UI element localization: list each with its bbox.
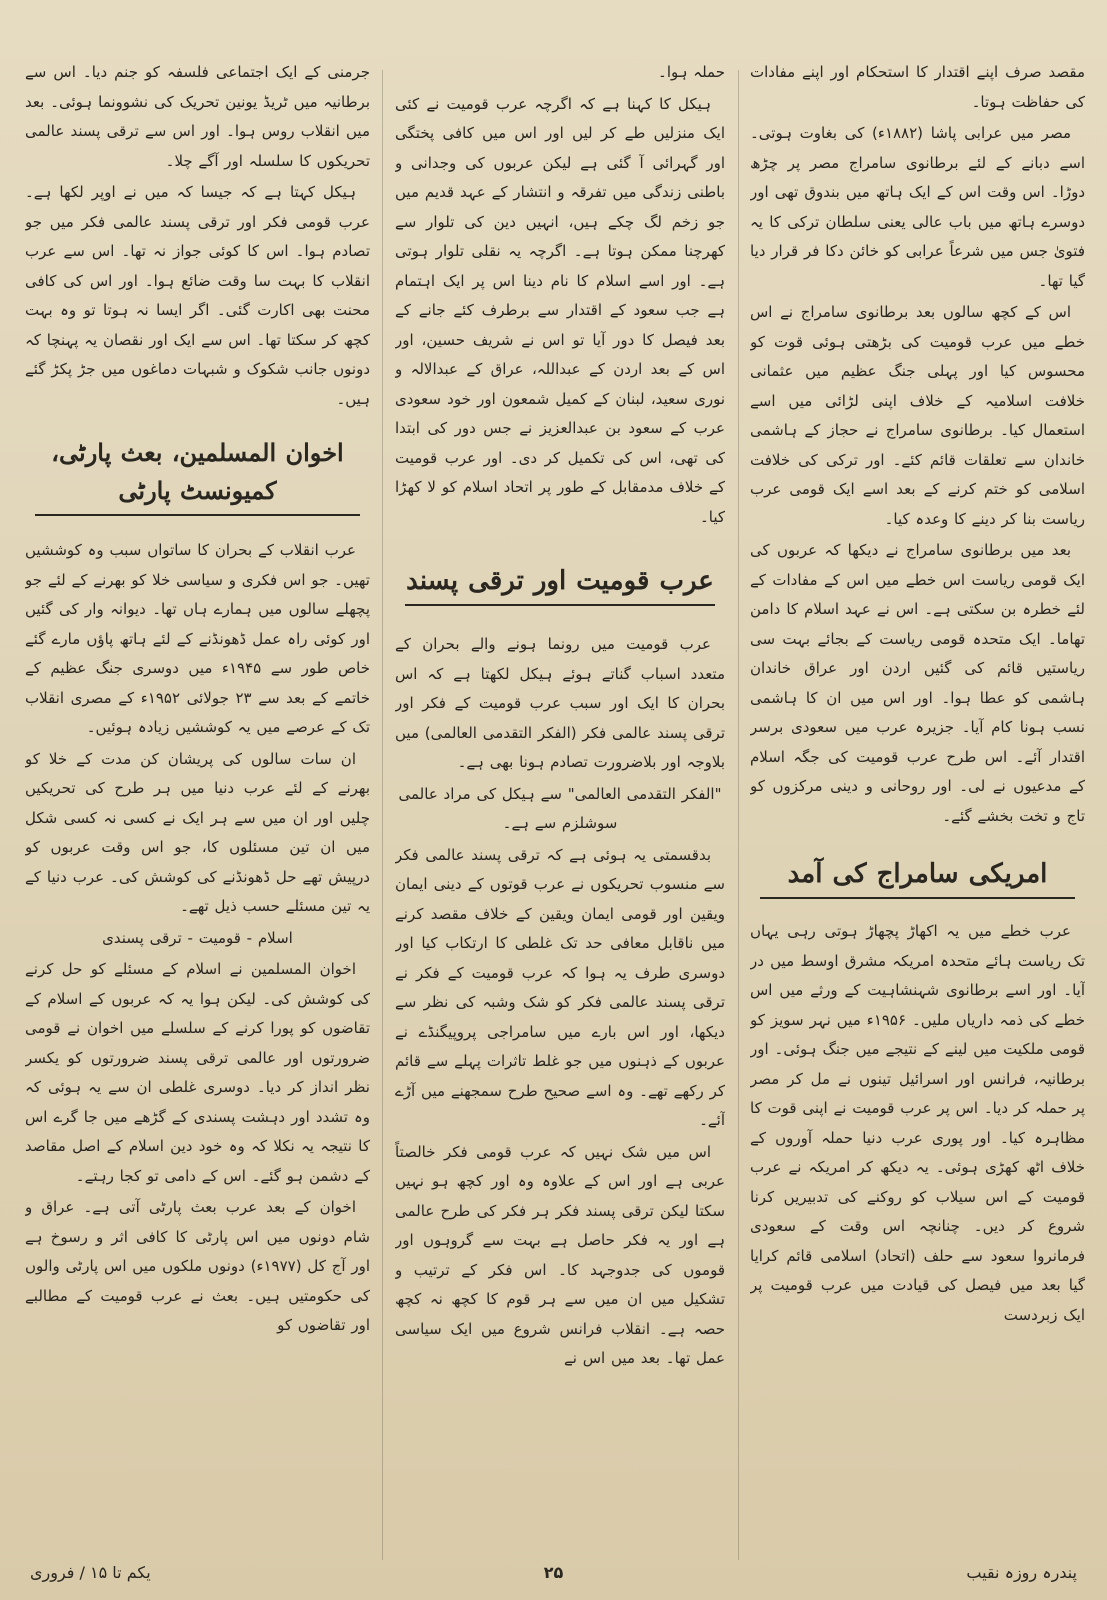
column-middle	[395, 58, 725, 1568]
paragraph: جرمنی کے ایک اجتماعی فلسفہ کو جنم دیا۔ اس سے برطانیہ میں ٹریڈ یونین تحریک کی نشوونما ہوئی۔ بعد میں انقلاب روس ہوا۔ اور اس سے ترقی پسند عالمی تحریکوں کا سلسلہ اور آگے چلا۔	[25, 63, 370, 170]
paragraph: عرب قومیت میں رونما ہونے والے بحران کے متعدد اسباب گناتے ہوئے ہیکل لکھتا ہے کہ اس بحران کا ایک اور سبب عرب قومیت کے فکر اور ترقی پسند عالمی فکر (الفکر التقدمی العالمی) میں بلاوجہ اور بلاضرورت تصادم ہونا بھی ہے۔	[395, 635, 725, 771]
page-number: ۲۵	[543, 1563, 564, 1582]
paragraph: اس میں شک نہیں کہ عرب قومی فکر خالصتاً عربی ہے اور اس کے علاوہ وہ اور کچھ ہو نہیں سکتا لیکن ترقی پسند فکر ہر فکر کی طرح عالمی ہے اور یہ فکر حاصل ہے بہت سے گروہوں اور قوموں کی جدوجہد کا۔ اس فکر کے ترتیب و تشکیل میں ان میں سے ہر قوم کا کچھ نہ کچھ حصہ ہے۔ انقلاب فرانس شروع میں ایک سیاسی عمل تھا۔ بعد میں اس نے	[395, 1142, 725, 1367]
three-issues-line: اسلام - قومیت - ترقی پسندی	[102, 928, 293, 947]
paragraph: اخوان المسلمین نے اسلام کے مسئلے کو حل کرنے کی کوشش کی۔ لیکن ہوا یہ کہ عربوں کے اسلام کے تقاضوں کو پورا کرنے کے سلسلے میں اخوان نے قومی ضرورتوں اور عالمی ترقی پسند ضرورتوں کو یکسر نظر انداز کر دیا۔ دوسری غلطی ان سے یہ ہوئی کہ وہ تشدد اور دہشت پسندی کے گڑھے میں جا گرے اس کا نتیجہ یہ نکلا کہ وہ خود دین اسلام کے اصل مقاصد کے دشمن ہو گئے۔ اس کے دامی تو کجا رہتے۔	[25, 960, 370, 1185]
section-heading-arab-nationalism-progressives: عرب قومیت اور ترقی پسند	[405, 562, 715, 606]
paragraph: بعد میں برطانوی سامراج نے دیکھا کہ عربوں کی ایک قومی ریاست اس خطے میں اس کے مفادات کے لئے خطرہ بن سکتی ہے۔ اس نے عہد اسلام کا دامن تھاما۔ ایک متحدہ قومی ریاست کے بجائے بہت سی ریاستیں قائم کی گئیں اردن اور عراق خاندان ہاشمی کو عطا ہوا۔ اور اس میں ان کا ہاشمی نسب ہونا کام آیا۔ جزیرہ عرب میں سعودی برسر اقتدار آئے۔ اس طرح عرب قومیت کی جگہ اسلام کے مدعیوں نے لی۔ اور روحانی و دینی مرکزوں کو تاج و تخت بخشے گئے۔	[750, 541, 1085, 825]
paragraph: اخوان کے بعد عرب بعث پارٹی آتی ہے۔ عراق و شام دونوں میں اس پارٹی کا کافی اثر و رسوخ ہے اور آج کل (۱۹۷۷ء) دونوں ملکوں میں اس پارٹی والوں کی حکومتیں ہیں۔ بعث نے عرب قومیت کے مطالبے اور تقاضوں کو	[25, 1198, 370, 1334]
paragraph: بدقسمتی یہ ہوئی ہے کہ ترقی پسند عالمی فکر سے منسوب تحریکوں نے عرب قوتوں کے دینی ایمان ویقین اور قومی ایمان ویقین کے خلاف مقصد کرنے میں ناقابل معافی حد تک غلطی کا ارتکاب کیا اور دوسری طرف یہ ہوا کہ عرب قومیت کے فکر نے ترقی پسند عالمی فکر کو شک وشبہ کی نظر سے دیکھا، اور اس بارے میں سامراجی پروپیگنڈے نے عربوں کے ذہنوں میں جو غلط تاثرات پہلے سے قائم کر رکھے تھے۔ وہ اسے صحیح طرح سمجھنے میں آڑے آئے۔	[395, 845, 725, 1129]
paragraph: ان سات سالوں کی پریشان کن مدت کے خلا کو بھرنے کے لئے عرب دنیا میں ہر طرح کی تحریکیں چلیں اور ان میں سے ہر ایک نے کسی نہ کسی شکل میں ان تین مسئلوں کا، جو اس وقت عربوں کو درپیش تھے حل ڈھونڈنے کی کوشش کی۔ عرب دنیا کے یہ تین مسئلے حسب ذیل تھے۔	[25, 749, 370, 915]
paragraph: اس کے کچھ سالوں بعد برطانوی سامراج نے اس خطے میں عرب قومیت کی بڑھتی ہوئی قوت کو محسوس کیا اور پہلی جنگ عظیم میں عثمانی خلافت اسلامیہ کے خلاف اپنی لڑائی میں اسے استعمال کیا۔ برطانوی سامراج نے حجاز کے ہاشمی خاندان سے تعلقات قائم کئے۔ اور ترکی کی خلافت اسلامی کو ختم کرنے کے بعد اسے ایک قومی عرب ریاست بنا کر دینے کا وعدہ کیا۔	[750, 303, 1085, 528]
paragraph: حملہ ہوا۔	[658, 63, 725, 81]
paragraph: ہیکل کہتا ہے کہ جیسا کہ میں نے اوپر لکھا ہے۔ عرب قومی فکر اور ترقی پسند عالمی فکر میں جو تصادم ہوا۔ اس کا کوئی جواز نہ تھا۔ اس سے عرب انقلاب کا بہت سا وقت ضائع ہوا۔ اور اس کی کافی محنت بھی اکارت گئی۔ اگر ایسا نہ ہوتا تو وہ بہت کچھ کر سکتا تھا۔ اس سے ایک اور نقصان یہ پہنچا کہ دونوں جانب شکوک و شبہات دماغوں میں جڑ پکڑ گئے ہیں۔	[25, 183, 370, 408]
quote-paragraph: "الفکر التقدمی العالمی" سے ہیکل کی مراد عالمی سوشلزم سے ہے۔	[398, 784, 722, 832]
column-right	[750, 58, 1085, 1568]
paragraph: مقصد صرف اپنے اقتدار کا استحکام اور اپنے مفادات کی حفاظت ہوتا۔	[750, 63, 1085, 111]
column-divider	[382, 70, 383, 1560]
section-heading-american-imperialism: امریکی سامراج کی آمد	[760, 855, 1075, 899]
paragraph: ہیکل کا کہنا ہے کہ اگرچہ عرب قومیت نے کئی ایک منزلیں طے کر لیں اور اس میں کافی پختگی اور گہرائی آ گئی ہے لیکن عربوں کی وجدانی و باطنی زندگی میں تفرقہ و انتشار کے عہد قدیم میں جو زخم لگ چکے ہیں، انہیں دین کی تلوار سے کھرچنا ممکن ہوتا ہے۔ اگرچہ یہ نقلی تلوار ہوتی ہے۔ اور اسے اسلام کا نام دینا اس پر ایک اہتمام ہے جب سعود کے اقتدار سے برطرف کئے جانے کے بعد فیصل کا دور آیا تو اس نے شریف حسین، اور اس کے بعد اردن کے عبداللہ، عراق کے عبدالالہ و نوری سعید، لبنان کے کمیل شمعون اور خود سعودی عرب کے سعود بن عبدالعزیز نے جس دور کی ابتدا کی تھی، اس کی تکمیل کر دی۔ اور عرب قومیت کے خلاف مدمقابل کے طور پر اتحاد اسلام کو لا کھڑا کیا۔	[395, 94, 725, 526]
issue-date: یکم تا ۱۵ / فروری	[30, 1563, 151, 1582]
paragraph: مصر میں عرابی پاشا (۱۸۸۲ء) کی بغاوت ہوتی۔ اسے دبانے کے لئے برطانوی سامراج مصر پر چڑھ دوڑا۔ اس وقت اس کے ایک ہاتھ میں بندوق تھی اور دوسرے ہاتھ میں باب عالی یعنی سلطان ترکی کا یہ فتویٰ جس میں شرعاً عرابی کو خائن دکا فر قرار دیا گیا تھا۔	[750, 124, 1085, 290]
column-divider	[738, 70, 739, 1560]
section-heading-parties: اخوان المسلمین، بعث پارٹی، کمیونسٹ پارٹی	[35, 434, 360, 516]
column-left	[25, 58, 370, 1568]
journal-name: پندرہ روزہ نقیب	[966, 1563, 1077, 1582]
paragraph: عرب خطے میں یہ اکھاڑ پچھاڑ ہوتی رہی یہاں تک ریاست ہائے متحدہ امریکہ مشرق اوسط میں در آیا۔ اور اسے برطانوی شہنشاہیت کے ورثے میں اس خطے کی ذمہ داریاں ملیں۔ ۱۹۵۶ء میں نہر سویز کو قومی ملکیت میں لینے کے نتیجے میں جنگ ہوئی۔ اور برطانیہ، فرانس اور اسرائیل تینوں نے مل کر مصر پر حملہ کر دیا۔ اس پر عرب قومیت نے اپنی قوت کا مظاہرہ کیا۔ اور پوری عرب دنیا حملہ آوروں کے خلاف اٹھ کھڑی ہوئی۔ یہ دیکھ کر امریکہ نے عرب قومیت کے اس سیلاب کو روکنے کی تدبیریں کرنا شروع کر دیں۔ چنانچہ اس وقت کے سعودی فرمانروا سعود سے حلف (اتحاد) اسلامی قائم کرایا گیا بعد میں فیصل کی قیادت میں عرب قومیت پر ایک زبردست	[750, 922, 1085, 1324]
paragraph: عرب انقلاب کے بحران کا ساتواں سبب وہ کوششیں تھیں۔ جو اس فکری و سیاسی خلا کو بھرنے کے لئے جو پچھلے سالوں میں ہمارے ہاں تھا۔ دیوانہ وار کی گئیں اور کوئی راہ عمل ڈھونڈنے کے لئے ہاتھ پاؤں مارے گئے خاص طور سے ۱۹۴۵ء میں دوسری جنگ عظیم کے خاتمے کے بعد سے ۲۳ جولائی ۱۹۵۲ء کے مصری انقلاب تک کے عرصے میں یہ کوششیں زیادہ ہوئیں۔	[25, 541, 370, 736]
